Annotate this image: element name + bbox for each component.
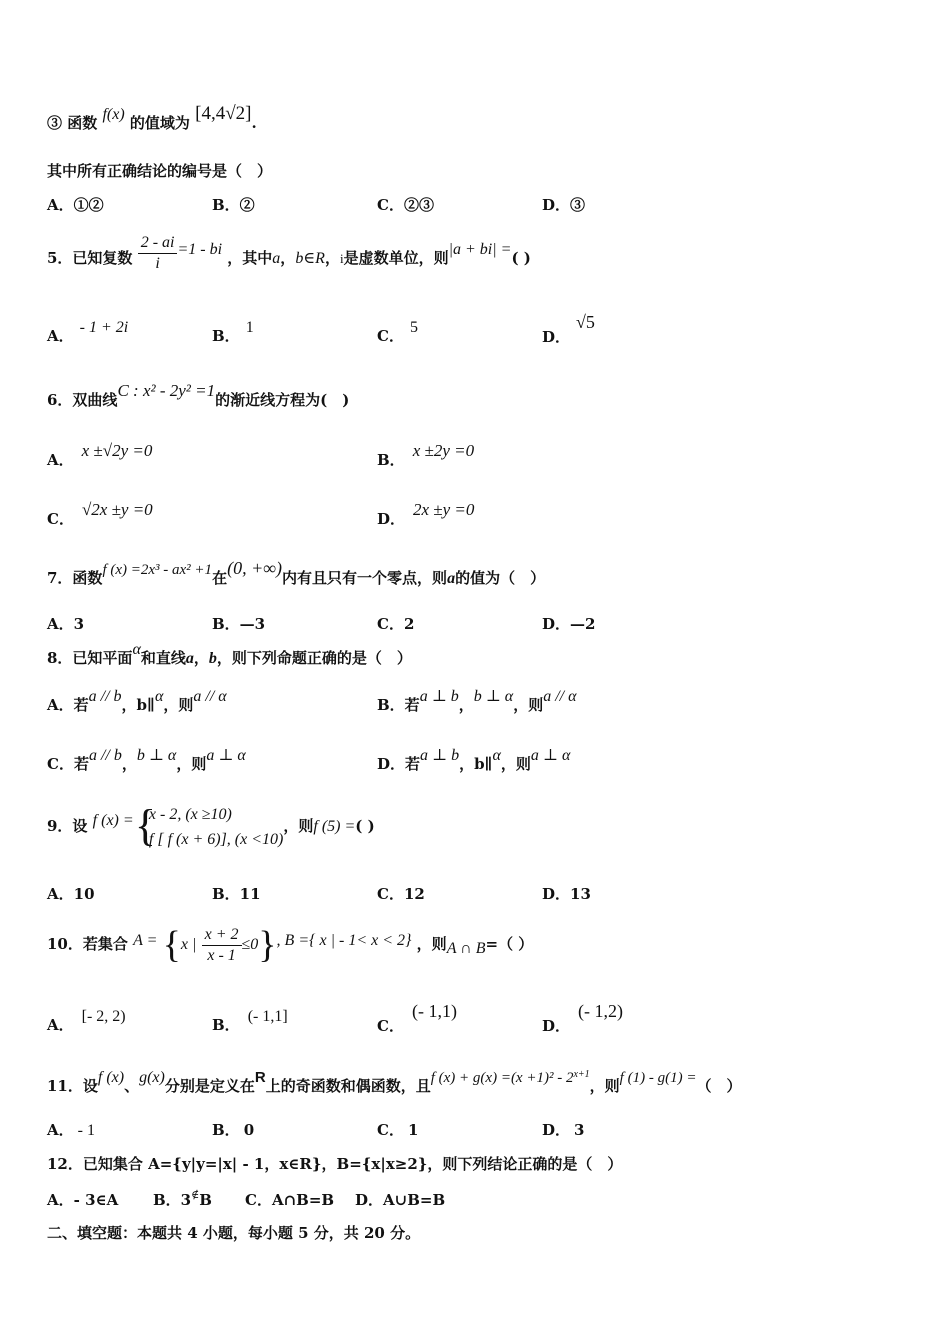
- q10-mid: ，则: [416, 935, 447, 953]
- q5-a: a: [272, 250, 281, 267]
- q8-stem-a: a: [185, 650, 194, 667]
- q7-option-d: D．—2: [542, 615, 596, 633]
- q10-setA-inner: x |: [180, 936, 197, 953]
- q6-option-d-value: 2x ±y =0: [413, 500, 475, 519]
- q9-stem: [47, 800, 375, 853]
- q10-brace-left: {: [162, 924, 181, 966]
- q11-option-c-label: C．: [377, 1121, 404, 1139]
- q5-mid3: 是虚数单位，则: [343, 249, 449, 267]
- q10-option-b: [212, 1008, 288, 1036]
- q6-option-b-value: x ±2y =0: [412, 441, 475, 460]
- q8-option-b-1: a ⊥ b: [419, 688, 459, 705]
- q12-option-a: A．- 3∈A: [47, 1191, 119, 1209]
- q6-curve: C : x² - 2y² =1: [117, 381, 216, 400]
- q8-option-b-3: b ⊥ α: [473, 688, 514, 705]
- q12-option-b-label: B．3: [153, 1191, 192, 1209]
- q8-option-c-2: ，: [121, 755, 137, 773]
- q10-option-d-label: D．: [542, 1017, 571, 1035]
- q10-option-d: [542, 1001, 623, 1036]
- q10-fraction: [202, 925, 242, 966]
- q7-suffix: 的值为（ ）: [455, 569, 546, 587]
- q10-option-c: [377, 1001, 457, 1036]
- q8-option-a-4: ，则: [163, 696, 194, 714]
- q5-option-b-label: B．: [212, 327, 240, 345]
- q7-func: f (x) =2x³ - ax² +1: [102, 562, 213, 578]
- q4-item3-prefix: ③ 函数: [47, 114, 98, 132]
- q5-mid1: ，其中: [227, 249, 273, 267]
- q8-stem-b: b: [208, 650, 217, 667]
- q10-option-a-label: A．: [47, 1016, 74, 1034]
- q5-option-b-value: 1: [245, 319, 254, 336]
- q5-option-d-label: D．: [542, 328, 571, 346]
- q6-stem: [47, 381, 350, 410]
- q9-option-c: C．12: [377, 885, 425, 903]
- q8-option-a-label: A．若: [47, 696, 89, 714]
- q8-option-c-3: b ⊥ α: [136, 747, 177, 764]
- q10-option-a-value: [- 2, 2): [81, 1008, 126, 1025]
- q10-setB: , B ={ x | - 1< x < 2}: [276, 932, 412, 949]
- q9-piecewise: [134, 801, 284, 852]
- q12-option-b: [153, 1190, 212, 1212]
- q12-option-c: C．A∩B=B: [245, 1191, 335, 1209]
- q8-stem3: ，则下列命题正确的是（ ）: [216, 649, 412, 667]
- q8-option-b-2: ，: [458, 696, 474, 714]
- q5-option-d: [542, 312, 595, 347]
- q11-mid1: 分别是定义在: [164, 1077, 255, 1095]
- q7-option-c: C．2: [377, 615, 415, 633]
- q8-option-a-1: a // b: [88, 688, 122, 705]
- q9-fx: f (x) =: [92, 812, 134, 829]
- q8-option-d-1: a ⊥ b: [420, 747, 460, 764]
- q5-option-c: [377, 319, 418, 347]
- q8-option-c-4: ，则: [176, 755, 207, 773]
- q8-option-b-5: a // α: [543, 688, 577, 705]
- q11-sep: 、: [124, 1077, 140, 1095]
- q8-option-b-label: B．若: [377, 696, 420, 714]
- q4-question: 其中所有正确结论的编号是（ ）: [47, 162, 273, 180]
- q7-stem: [47, 558, 546, 589]
- q8-option-a-5: a // α: [193, 688, 227, 705]
- q8-option-c-1: a // b: [88, 747, 122, 764]
- q5-option-c-value: 5: [409, 319, 418, 336]
- q11-eq: f (x) + g(x) =(x +1)² - 2: [430, 1070, 574, 1086]
- q7-option-a: A．3: [47, 615, 85, 633]
- q10-option-d-value: (- 1,2): [578, 1001, 623, 1021]
- q9-case1: x - 2, (x ≥10): [148, 806, 232, 823]
- q6-option-d-label: D．: [377, 510, 406, 528]
- q5-option-d-value: √5: [576, 312, 595, 332]
- q5-option-b: [212, 319, 254, 347]
- q11-option-c-value: 1: [407, 1121, 419, 1139]
- q11-mid2: 上的奇函数和偶函数，且: [265, 1077, 431, 1095]
- q9-option-a: A．10: [47, 885, 95, 903]
- q11-option-b-label: B．: [212, 1121, 240, 1139]
- q5-option-a-value: - 1 + 2i: [79, 319, 129, 336]
- q11-gx: g(x): [139, 1069, 165, 1086]
- q10-frac-num: x + 2: [202, 925, 242, 946]
- q9-option-b: B．11: [212, 885, 261, 903]
- q6-option-a: [47, 441, 153, 470]
- q10-option-c-value: (- 1,1): [411, 1001, 457, 1021]
- q8-option-d-5: a ⊥ α: [530, 747, 571, 764]
- q10-option-a: [47, 1008, 126, 1036]
- q11-eq-sup: x+1: [573, 1069, 590, 1080]
- q6-suffix: 的渐近线方程为( ): [215, 391, 350, 409]
- q7-option-b: B．—3: [212, 615, 266, 633]
- q8-option-d: [377, 747, 571, 775]
- q11-option-b: [212, 1120, 254, 1140]
- q8-option-a-2: ，b∥: [121, 696, 155, 714]
- q7-mid1: 在: [212, 569, 228, 587]
- q5-mid2: ，: [324, 249, 340, 267]
- q6-prefix: 6．双曲线: [47, 391, 118, 409]
- q6-option-c: [47, 500, 153, 529]
- q5-b-in-r: b∈R: [295, 250, 325, 267]
- q11-mid3: ，则: [589, 1077, 620, 1095]
- q11-option-d-label: D．: [542, 1121, 571, 1139]
- q10-brace-right: }: [258, 924, 277, 966]
- q6-option-b-label: B．: [377, 451, 405, 469]
- q11-option-d: [542, 1120, 584, 1140]
- q5-i: i: [339, 251, 344, 266]
- q8-stem2: 和直线: [140, 649, 186, 667]
- q8-option-b: [377, 688, 577, 716]
- q8-stem-text: 8．已知平面: [47, 649, 133, 667]
- q12-option-b-symbol: ∉: [191, 1188, 200, 1201]
- q5-end: ( ): [511, 249, 531, 267]
- q4-item3-range: [4,4√2]: [195, 103, 252, 124]
- q11-option-c: [377, 1120, 418, 1140]
- q5-option-a-label: A．: [47, 327, 74, 345]
- q4-item3: [47, 103, 257, 134]
- q10-frac-den: x - 1: [207, 946, 236, 964]
- section-2-heading: 二、填空题：本题共 4 小题，每小题 5 分，共 20 分。: [47, 1224, 421, 1242]
- q8-alpha: α: [132, 641, 141, 658]
- q8-option-c-label: C．若: [47, 755, 89, 773]
- q5-stem: [47, 228, 531, 289]
- q10-setA-left: A =: [133, 932, 158, 949]
- q5-fraction: [138, 233, 178, 274]
- q12-stem: 12．已知集合 A={y|y=|x| - 1，x∈R}，B={x|x≥2}，则下列结论正确的是（ ）: [47, 1155, 623, 1173]
- q8-option-d-4: ，则: [500, 755, 531, 773]
- q7-mid2: 内有且只有一个零点，则: [282, 569, 448, 587]
- q8-option-d-3: α: [492, 747, 501, 764]
- q11-expr: f (1) - g(1) =: [619, 1070, 697, 1086]
- q11-end: （ ）: [696, 1077, 742, 1095]
- q6-option-c-value: √2x ±y =0: [81, 500, 153, 519]
- q8-option-b-4: ，则: [513, 696, 544, 714]
- q5-sep: ，: [280, 249, 296, 267]
- q11-option-a: [47, 1120, 95, 1141]
- q11-R: R: [254, 1069, 266, 1086]
- q9-option-d: D．13: [542, 885, 591, 903]
- q8-option-d-label: D．若: [377, 755, 421, 773]
- q7-prefix: 7．函数: [47, 569, 103, 587]
- q6-option-b: [377, 441, 475, 470]
- q7-interval: (0, +∞): [227, 558, 283, 578]
- q9-f5: f (5) =: [313, 818, 356, 835]
- q5-abs: |a + bi| =: [448, 241, 512, 258]
- q4-option-d: D．③: [542, 196, 586, 214]
- q5-frac-den: i: [155, 254, 160, 272]
- q8-option-a: [47, 688, 227, 716]
- q8-stem-comma: ，: [193, 649, 209, 667]
- q5-eq-rhs: =1 - bi: [177, 241, 223, 258]
- q8-option-a-3: α: [154, 688, 164, 705]
- q4-item3-fx: f(x): [102, 106, 125, 123]
- q12-option-b-end: B: [199, 1191, 212, 1209]
- q6-option-a-value: x ±√2y =0: [81, 441, 153, 460]
- q10-option-b-label: B．: [212, 1016, 240, 1034]
- q4-option-c: C．②③: [377, 196, 434, 214]
- q11-fx: f (x): [97, 1069, 125, 1086]
- q11-option-a-label: A．: [47, 1121, 74, 1139]
- q11-option-a-value: - 1: [77, 1122, 95, 1139]
- q5-frac-num: 2 - ai: [138, 233, 178, 254]
- q6-option-a-label: A．: [47, 451, 74, 469]
- q10-setA-cond: ≤0: [241, 936, 259, 953]
- q6-option-c-label: C．: [47, 510, 74, 528]
- q10-option-c-label: C．: [377, 1017, 404, 1035]
- q11-stem: [47, 1069, 742, 1097]
- q6-option-d: [377, 500, 475, 529]
- q11-prefix: 11．设: [47, 1077, 98, 1095]
- q8-stem: [47, 641, 412, 669]
- q10-expr: A ∩ B: [446, 940, 486, 957]
- q7-a: a: [447, 570, 456, 587]
- q9-case2: f [ f (x + 6)], (x <10): [148, 831, 284, 848]
- q8-option-c-5: a ⊥ α: [206, 747, 246, 764]
- q4-option-a: A．①②: [47, 196, 104, 214]
- q5-prefix: 5．已知复数: [47, 249, 133, 267]
- q12-option-d: D．A∪B=B: [355, 1191, 446, 1209]
- q9-prefix: 9．设: [47, 817, 88, 835]
- q4-item3-end: .: [251, 114, 257, 132]
- q9-mid: ，则: [283, 817, 314, 835]
- q5-option-c-label: C．: [377, 327, 404, 345]
- q5-option-a: [47, 319, 129, 347]
- q4-option-b: B．②: [212, 196, 255, 214]
- q10-stem: [47, 918, 533, 971]
- q10-end: =（ ）: [485, 935, 534, 953]
- q8-option-d-2: ，b∥: [459, 755, 493, 773]
- q11-option-b-value: 0: [243, 1121, 255, 1139]
- q10-option-b-value: (- 1,1]: [247, 1008, 288, 1025]
- q9-brace: {: [134, 801, 157, 850]
- q4-item3-mid: 的值域为: [129, 114, 190, 132]
- q10-prefix: 10．若集合: [47, 935, 128, 953]
- q11-option-d-value: 3: [574, 1121, 585, 1139]
- q9-end: ( ): [355, 817, 375, 835]
- q8-option-c: [47, 747, 246, 775]
